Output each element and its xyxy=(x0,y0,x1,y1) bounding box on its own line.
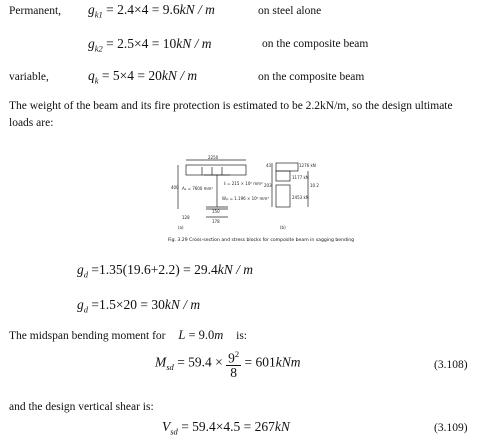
label-2453: 2453 kN xyxy=(292,195,309,200)
equation-msd: $M_{sd} = 59.4$ × $\frac{9^2}{8}$ = 601kNm xyxy=(155,349,301,380)
label-wpl: Wₚₗ = 1.196 × 10⁶ mm³ xyxy=(222,196,269,201)
equation-vsd: $V_{sd} = 59.4\times 4.5 = 267kN$ xyxy=(162,419,290,437)
dim-128: 128 xyxy=(182,215,190,220)
gk2-note: on the composite beam xyxy=(262,38,369,50)
label-b: (b) xyxy=(280,225,286,230)
equation-gd2: $g_d =1.5\times 20 = 30kN / m$ xyxy=(77,297,201,315)
concrete-slab xyxy=(186,165,246,175)
dim-178: 178 xyxy=(212,219,220,224)
equation-gk2: $g_{k2} = 2.5\times 4 = 10kN / m$ xyxy=(88,36,212,54)
qk-note: on the composite beam xyxy=(258,71,365,83)
figure-caption: Fig. 3.29 Cross-section and stress blocks for composite beam in sagging bending xyxy=(168,238,355,243)
label-aa: Aₐ = 7600 mm² xyxy=(182,186,214,191)
equation-qk: $q_k = 5\times 4 = 20kN / m$ xyxy=(88,68,198,86)
equation-gk1: $g_{k1} = 2.4\times 4 = 9.6kN / m$ xyxy=(88,2,215,20)
equation-gd1: $g_d =1.35(19.6+2.2) = 29.4kN / m$ xyxy=(77,262,253,280)
dim-400: 400 xyxy=(171,185,179,190)
variable-label: variable, xyxy=(9,71,49,83)
dim-150: 150 xyxy=(212,209,220,214)
gk1-note: on steel alone xyxy=(258,5,322,17)
equation-number-3109: (3.109) xyxy=(434,422,468,434)
label-1276: 1276 kN xyxy=(299,163,316,168)
label-1177: 1177 kN xyxy=(292,175,309,180)
permanent-label: Permanent, xyxy=(9,5,62,17)
equation-number-3108: (3.108) xyxy=(434,359,468,371)
shear-text: and the design vertical shear is: xyxy=(9,401,154,413)
label-203: 203 xyxy=(264,183,272,188)
label-a: (a) xyxy=(178,225,184,230)
label-43: 43 xyxy=(266,163,272,168)
weight-paragraph: The weight of the beam and its fire protection is estimated to be 2.2kN/m, so the design ultimate loads are: xyxy=(9,100,453,129)
label-102: 10.2 xyxy=(310,183,319,188)
dim-2250: 2250 xyxy=(208,155,219,160)
cross-section-figure xyxy=(168,155,328,237)
label-ig: Iₗ = 215 × 10⁶ mm⁴ xyxy=(224,181,263,186)
midspan-text: The midspan bending moment for L = 9.0m is: xyxy=(9,328,248,342)
